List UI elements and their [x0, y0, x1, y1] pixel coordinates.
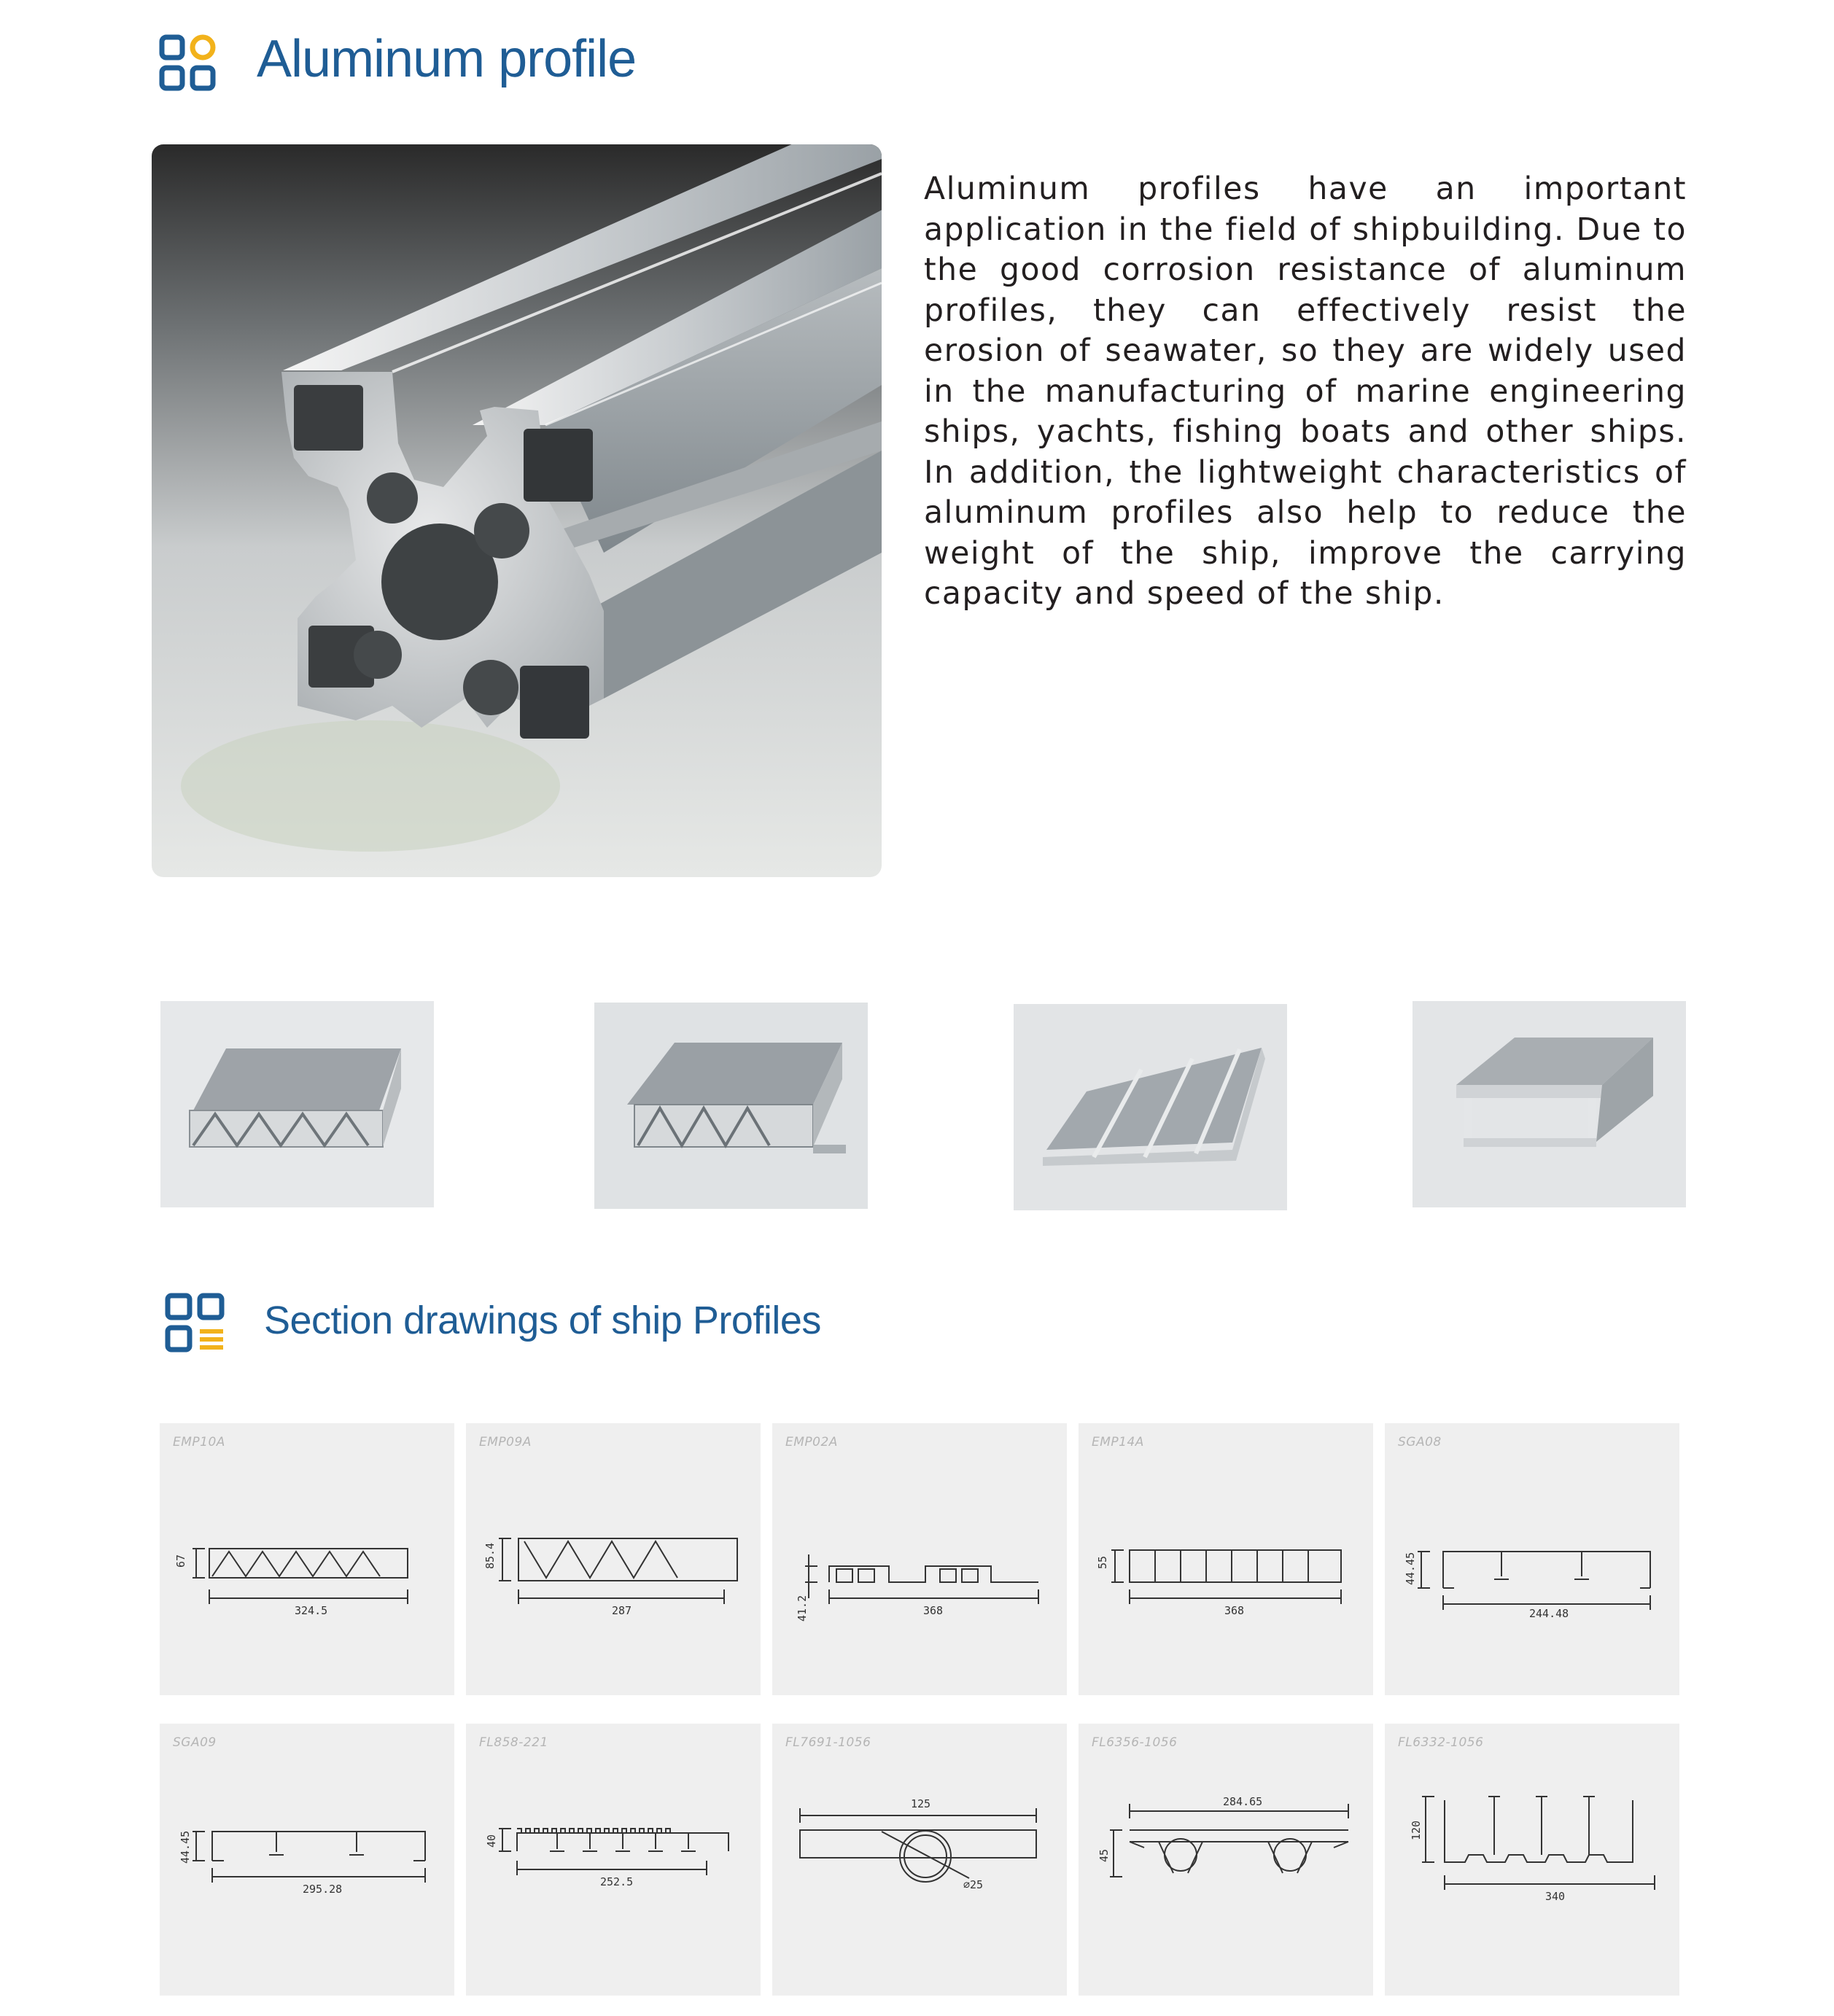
drawing-card-fl6356-1056 [1079, 1724, 1373, 1996]
profile-code: FL858-221 [479, 1735, 548, 1750]
hero-profile-photo [152, 144, 882, 877]
profile-code: FL6356-1056 [1092, 1735, 1178, 1750]
dim-height: 40 [485, 1834, 498, 1848]
product-photo-i-beam [1413, 1001, 1686, 1207]
profile-code: FL7691-1056 [785, 1735, 871, 1750]
drawing-card-emp14a [1079, 1423, 1373, 1695]
dim-width: 340 [1545, 1890, 1566, 1903]
dim-height: 120 [1410, 1820, 1423, 1840]
dim-width: 284.65 [1223, 1795, 1263, 1808]
profile-code: EMP10A [173, 1435, 225, 1449]
dim-width: 244.48 [1529, 1607, 1569, 1620]
dim-width: 295.28 [303, 1883, 343, 1896]
drawing-card-fl7691-1056 [772, 1724, 1067, 1996]
drawing-card-fl858-221 [466, 1724, 761, 1996]
dim-height: 67 [174, 1554, 187, 1568]
page-title: Aluminum profile [257, 30, 637, 88]
dim-width: 125 [911, 1797, 931, 1810]
drawing-card-emp10a [160, 1423, 454, 1695]
dim-height: 41.2 [796, 1595, 809, 1622]
dim-width: 324.5 [295, 1604, 328, 1617]
product-photo-ribbed-panel [1014, 1004, 1287, 1210]
product-photo-triangle-deck-2 [594, 1003, 868, 1209]
dim-width: 368 [923, 1604, 944, 1617]
dim-height: 85.4 [483, 1542, 497, 1569]
profile-code: EMP14A [1092, 1435, 1144, 1449]
dim-width: 252.5 [600, 1875, 634, 1888]
drawing-card-fl6332-1056 [1385, 1724, 1679, 1996]
dim-width: 287 [612, 1604, 632, 1617]
drawing-card-sga08 [1385, 1423, 1679, 1695]
grid-app-icon [159, 34, 217, 93]
dim-height: 45 [1097, 1848, 1111, 1862]
section-title: Section drawings of ship Profiles [264, 1299, 821, 1342]
grid-list-icon [165, 1293, 228, 1355]
profile-code: SGA08 [1398, 1435, 1442, 1449]
drawing-card-sga09 [160, 1724, 454, 1996]
profile-code: EMP02A [785, 1435, 838, 1449]
profile-code: FL6332-1056 [1398, 1735, 1484, 1750]
profile-code: EMP09A [479, 1435, 532, 1449]
drawing-card-emp02a [772, 1423, 1067, 1695]
dim-height: 44.45 [179, 1830, 192, 1864]
description-paragraph: Aluminum profiles have an important application in the field of shipbuilding. Due to the good corrosion resistance of aluminum profiles, they can effectively resist the erosion of seawater, so they are widely used in the manufacturing of marine engineering ships, yachts, fishing boats and other ships. In addition, the lightweight characteristics of aluminum profiles also help to reduce the weight of the ship, improve the carrying capacity and speed of the ship. [924, 171, 1687, 612]
dim-diameter: ∅25 [963, 1878, 984, 1891]
profile-code: SGA09 [173, 1735, 217, 1750]
drawing-card-emp09a [466, 1423, 761, 1695]
dim-height: 44.45 [1404, 1552, 1417, 1585]
product-photo-triangle-deck-1 [160, 1001, 434, 1207]
dim-width: 368 [1224, 1604, 1245, 1617]
dim-height: 55 [1096, 1555, 1109, 1569]
